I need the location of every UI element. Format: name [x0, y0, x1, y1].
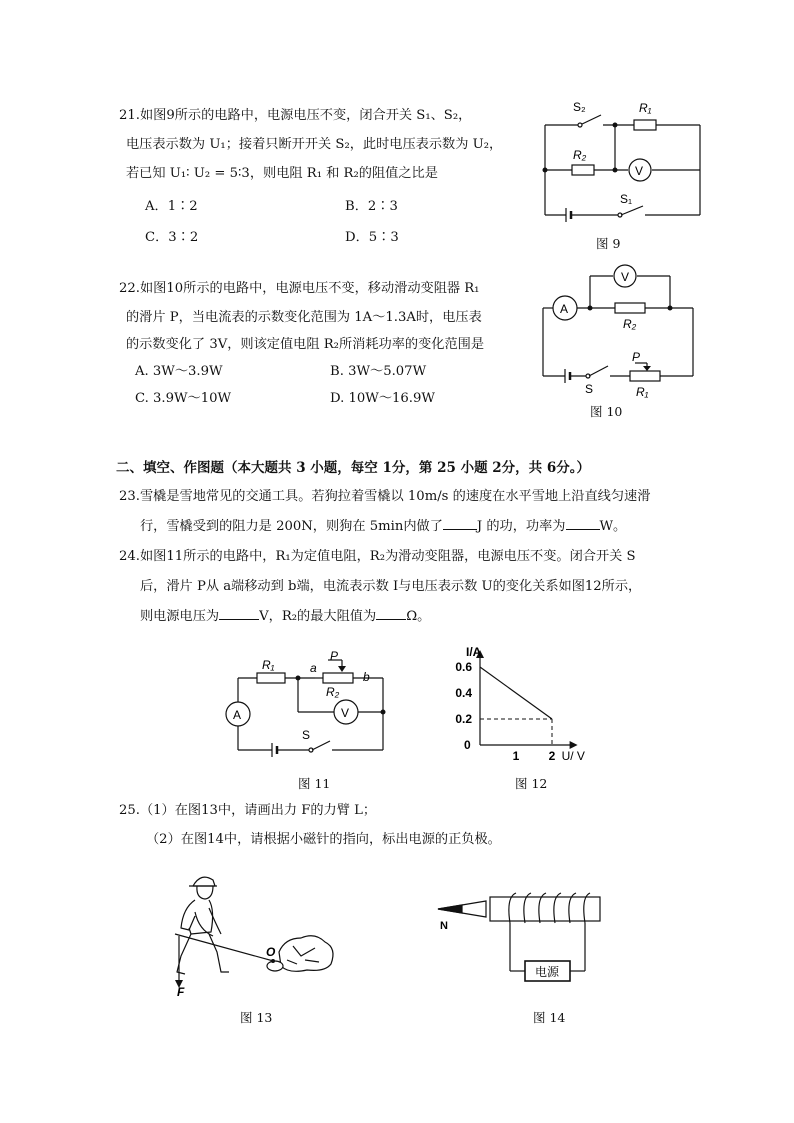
figure-13-lever	[165, 868, 355, 998]
q25-line2: （2）在图14中，请根据小磁针的指向，标出电源的正负极。	[146, 832, 501, 847]
chart-series-line	[480, 667, 552, 719]
q22-option-b: B. 3W～5.07W	[330, 364, 427, 379]
figure-10-caption: 图 10	[590, 404, 623, 419]
fig11-b-end-label: b	[363, 670, 370, 684]
q23-line2-part2: J 的功，功率为	[476, 519, 566, 534]
q22-line1: 22.如图10所示的电路中，电源电压不变，移动滑动变阻器 R₁	[119, 281, 480, 296]
fig11-p-label: P	[330, 650, 339, 663]
fig11-r1-label: R₁	[262, 658, 275, 672]
section-2-title: 二、填空、作图题（本大题共 3 小题，每空 1分，第 25 小题 2分，共 6分。）	[116, 460, 591, 476]
q21-line3: 若已知 U₁∶ U₂ = 5∶3，则电阻 R₁ 和 R₂的阻值之比是	[126, 166, 438, 181]
q21-option-c: C．3∶2	[145, 230, 199, 245]
fig9-r2-label: R₂	[573, 148, 587, 162]
fig10-voltmeter-label: V	[621, 270, 630, 284]
q24-line1: 24.如图11所示的电路中，R₁为定值电阻，R₂为滑动变阻器，电源电压不变。闭合开关 S	[119, 549, 636, 564]
fig14-n-label: N	[440, 920, 448, 932]
fig10-r2-label: R₂	[623, 317, 637, 331]
q24-line3	[140, 603, 430, 630]
fig9-voltmeter-label: V	[635, 164, 644, 178]
q22-option-d: D. 10W～16.9W	[330, 391, 435, 406]
figure-11-caption: 图 11	[298, 776, 331, 791]
q24-line2: 后，滑片 P从 a端移动到 b端，电流表示数 I与电压表示数 U的变化关系如图12所示，	[140, 579, 642, 594]
fig11-s-label: S	[302, 728, 311, 742]
fig11-voltmeter-label: V	[341, 706, 350, 720]
q21-option-b: B．2∶3	[345, 199, 398, 214]
q23-line1: 23.雪橇是雪地常见的交通工具。若狗拉着雪橇以 10m/s 的速度在水平雪地上沿直线匀速滑	[119, 489, 651, 504]
chart-y-tick-label: 0.6	[455, 660, 472, 674]
figure-9-circuit	[535, 95, 715, 225]
fig11-ammeter-label: A	[233, 708, 242, 722]
q23-power-blank[interactable]	[566, 515, 600, 530]
fig9-r1-label: R₁	[639, 101, 652, 115]
fig13-o-label: O	[266, 945, 276, 959]
chart-y-tick-label: 0.4	[455, 686, 472, 700]
q22-option-c: C. 3.9W～10W	[135, 391, 232, 406]
figure-11-circuit	[220, 650, 395, 770]
q22-option-a: A. 3W～3.9W	[135, 364, 223, 379]
fig11-r2-label: R₂	[326, 685, 340, 699]
figure-13-caption: 图 13	[240, 1010, 273, 1025]
q23-work-blank[interactable]	[443, 515, 477, 530]
fig13-f-label: F	[177, 985, 185, 998]
q21-line2: 电压表示数为 U₁；接着只断开开关 S₂，此时电压表示数为 U₂，	[126, 137, 503, 152]
fig10-s-label: S	[585, 382, 594, 396]
figure-9-caption: 图 9	[596, 236, 621, 251]
chart-y-tick-label: 0.2	[455, 712, 472, 726]
q22-line3: 的示数变化了 3V，则该定值电阻 R₂所消耗功率的变化范围是	[126, 337, 485, 352]
q22-line2: 的滑片 P，当电流表的示数变化范围为 1A～1.3A时，电压表	[126, 310, 482, 325]
fig10-r1-label: R₁	[636, 385, 649, 399]
q24-resistance-blank[interactable]	[376, 605, 406, 620]
fig11-a-end-label: a	[310, 661, 317, 675]
chart-x-tick-label: 1	[512, 749, 520, 763]
fig10-p-label: P	[632, 350, 641, 364]
chart-x-label: U/ V	[561, 749, 585, 763]
q24-line3-part1: 则电源电压为	[140, 609, 220, 624]
fig9-s1-label: S₁	[620, 192, 633, 206]
figure-14-caption: 图 14	[533, 1010, 566, 1025]
q24-voltage-blank[interactable]	[219, 605, 259, 620]
chart-origin-label: 0	[464, 738, 471, 752]
fig10-ammeter-label: A	[560, 302, 569, 316]
figure-10-circuit	[535, 258, 715, 403]
fig9-s2-label: S₂	[573, 100, 586, 114]
q23-line2	[140, 513, 626, 540]
q23-line2-part1: 行，雪橇受到的阻力是 200N，则狗在 5min内做了	[140, 519, 443, 534]
q23-line2-part3: W。	[599, 519, 627, 534]
chart-y-label: I/A	[466, 645, 482, 659]
q21-option-a: A．1∶2	[145, 199, 198, 214]
q24-line3-part2: V，R₂的最大阻值为	[259, 609, 377, 624]
chart-x-tick-label: 2	[548, 749, 556, 763]
q25-line1: 25.（1）在图13中，请画出力 F的力臂 L；	[119, 803, 377, 818]
figure-12-chart	[440, 645, 615, 770]
q24-line3-part3: Ω。	[406, 609, 431, 624]
fig14-power-label: 电源	[534, 965, 560, 979]
chart-x-arrow	[570, 741, 578, 749]
figure-12-caption: 图 12	[515, 776, 548, 791]
q21-option-d: D．5∶3	[345, 230, 399, 245]
figure-14-solenoid	[430, 885, 615, 1000]
q21-line1: 21.如图9所示的电路中，电源电压不变，闭合开关 S₁、S₂，	[119, 108, 472, 123]
